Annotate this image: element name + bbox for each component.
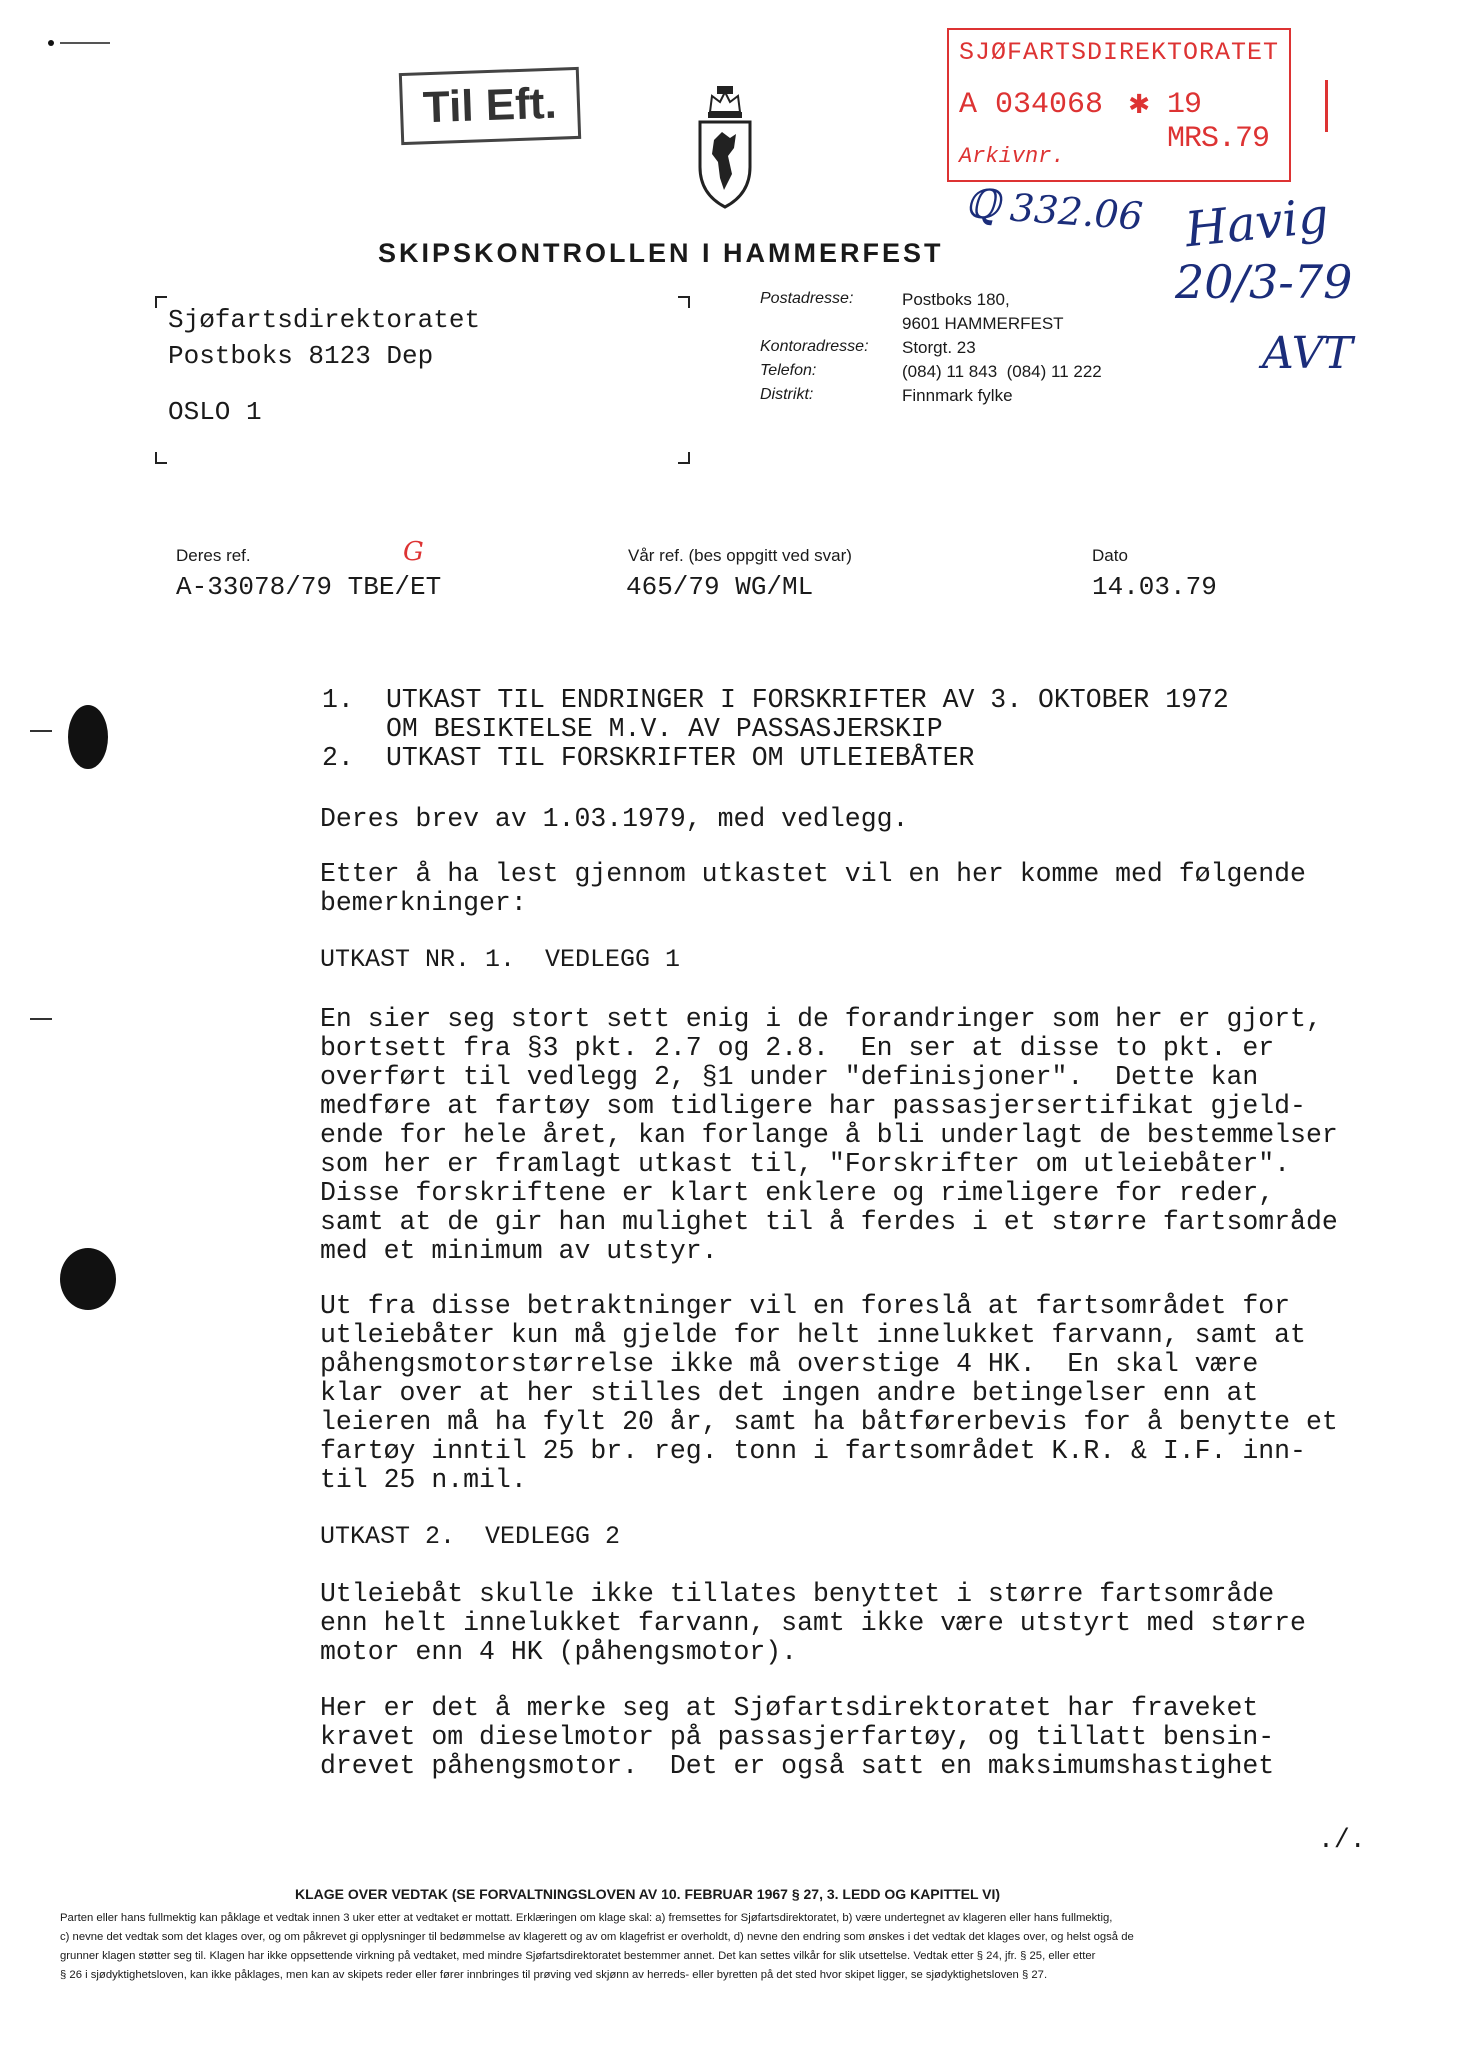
- footer-title: KLAGE OVER VEDTAK (SE FORVALTNINGSLOVEN AV 10. FEBRUAR 1967 § 27, 3. LEDD OG KAPITTEL VI): [295, 1886, 1001, 1902]
- scan-mark-line: [60, 42, 110, 44]
- body-paragraph: Deres brev av 1.03.1979, med vedlegg.: [320, 804, 909, 834]
- scan-mark: [48, 40, 54, 46]
- postadresse-line1: Postboks 180,: [902, 290, 1010, 309]
- recipient-line: Sjøfartsdirektoratet: [168, 305, 481, 335]
- coat-of-arms-icon: [690, 82, 760, 212]
- subject-number-2: 2.: [322, 743, 354, 773]
- punch-hole: [68, 705, 108, 769]
- postadresse-line2: 9601 HAMMERFEST: [902, 314, 1064, 333]
- postadresse-label: Postadresse:: [760, 290, 854, 307]
- distrikt-value: Finnmark fylke: [902, 386, 1013, 405]
- kontoradresse-value: Storgt. 23: [902, 338, 976, 357]
- address-corner: [155, 452, 167, 464]
- body-paragraph: Ut fra disse betraktninger vil en foreslå at fartsområdet for utleiebåter kun må gjelde for helt innelukket farvann, samt at påhengsmotorstørrelse ikke må overstige 4 HK. En skal være klar over at her stilles det ingen andre betingelser enn at leieren må ha fylt 20 år, samt ha båtførerbevis for å benytte et fartøy inntil 25 br. reg. tonn i fartsområdet K.R. & I.F. inn- til 25 n.mil.: [320, 1291, 1338, 1495]
- subject-number-1: 1.: [322, 685, 354, 715]
- subject-line-1a: UTKAST TIL ENDRINGER I FORSKRIFTER AV 3. OKTOBER 1972: [386, 685, 1229, 715]
- handwritten-date: 20/3-79: [1175, 255, 1353, 309]
- footer-line: § 26 i sjødyktighetsloven, kan ikke påklages, men kan av skipets reder eller fører innbringes til prøving ved skjønn av herreds- eller byretten på det sted hvor skipet ligger, se sjødyktighetsloven § 27.: [60, 1969, 1048, 1981]
- red-bracket: [1325, 80, 1328, 132]
- address-corner: [678, 296, 690, 308]
- registry-stamp: [947, 28, 1291, 182]
- section-heading: UTKAST NR. 1. VEDLEGG 1: [320, 945, 681, 974]
- deres-ref-value: A-33078/79 TBE/ET: [176, 572, 442, 602]
- var-ref-label: Vår ref. (bes oppgitt ved svar): [628, 546, 852, 565]
- recipient-line: OSLO 1: [168, 397, 262, 427]
- registry-stamp-number: A 034068: [959, 88, 1104, 122]
- handwritten-correction: G: [403, 537, 424, 567]
- subject-line-2: UTKAST TIL FORSKRIFTER OM UTLEIEBÅTER: [386, 743, 975, 773]
- footer-text: [60, 1909, 1134, 1985]
- address-corner: [678, 452, 690, 464]
- handwritten-name: Havig: [1182, 187, 1332, 259]
- organization-title: SKIPSKONTROLLEN I HAMMERFEST: [378, 238, 944, 268]
- margin-tick: [30, 730, 52, 732]
- punch-hole: [60, 1248, 116, 1310]
- body-paragraph: En sier seg stort sett enig i de forandringer som her er gjort, bortsett fra §3 pkt. 2.7 og 2.8. En ser at disse to pkt. er overført til vedlegg 2, §1 under "definisjoner". Dette kan medføre at fartøy som tidligere har passasjersertifikat gjeld- ende for hele året, kan forlange å bli underlagt de bestemmelser som her er framlagt utkast til, "Forskrifter om utleiebåter". Disse forskriftene er klart enklere og rimeligere for reder, samt at de gir han mulighet til å ferdes i et større fartsområde med et minimum av utstyr.: [320, 1004, 1338, 1266]
- telefon-value: (084) 11 843 (084) 11 222: [902, 362, 1102, 381]
- continued-mark: ./.: [1318, 1825, 1366, 1855]
- kontoradresse-label: Kontoradresse:: [760, 338, 869, 355]
- subject-line-1b: OM BESIKTELSE M.V. AV PASSASJERSKIP: [386, 714, 943, 744]
- footer-line: c) nevne det vedtak som det klages over, og om påkrevet gi opplysninger til bedømmelse av klagerett og av om klagefrist er overholdt, d) nevne den endring som ønskes i det vedtak det klages over, og helst også de: [60, 1931, 1134, 1943]
- telefon-label: Telefon:: [760, 362, 817, 379]
- deres-ref-label: Deres ref.: [176, 546, 251, 565]
- registry-stamp-star-icon: ✱: [1129, 86, 1150, 124]
- handwritten-ref: 332.06: [1008, 185, 1145, 239]
- handwritten-initials: AVT: [1262, 328, 1353, 379]
- body-paragraph: Her er det å merke seg at Sjøfartsdirektoratet har fraveket kravet om dieselmotor på passasjerfartøy, og tillatt bensin- drevet påhengsmotor. Det er også satt en maksimumshastighet: [320, 1693, 1275, 1781]
- distrikt-label: Distrikt:: [760, 386, 814, 403]
- body-paragraph: Utleiebåt skulle ikke tillates benyttet i større fartsområde enn helt innelukket farvann, samt ikke være utstyrt med større motor enn 4 HK (påhengsmotor).: [320, 1579, 1306, 1667]
- recipient-line: Postboks 8123 Dep: [168, 341, 434, 371]
- registry-stamp-org: SJØFARTSDIREKTORATET: [959, 38, 1280, 67]
- til-eft-stamp: Til Eft.: [399, 67, 581, 145]
- address-corner: [155, 296, 167, 308]
- dato-label: Dato: [1092, 546, 1128, 565]
- footer-line: Parten eller hans fullmektig kan påklage et vedtak innen 3 uker etter at vedtaket er mottatt. Erklæringen om klage skal: a) fremsettes for Sjøfartsdirektoratet, b) være undertegnet av klageren eller hans fullmektig,: [60, 1912, 1113, 1924]
- dato-value: 14.03.79: [1092, 572, 1217, 602]
- margin-tick: [30, 1018, 52, 1020]
- handwritten-ref-icon: ℚ: [965, 182, 1000, 228]
- var-ref-value: 465/79 WG/ML: [626, 572, 814, 602]
- registry-stamp-arkiv: Arkivnr.: [959, 144, 1065, 169]
- section-heading: UTKAST 2. VEDLEGG 2: [320, 1522, 621, 1551]
- body-paragraph: Etter å ha lest gjennom utkastet vil en her komme med følgende bemerkninger:: [320, 859, 1306, 918]
- footer-line: grunner klagen støtter seg til. Klagen har ikke oppsettende virkning på vedtaket, med mindre Sjøfartsdirektoratet bestemmer annet. Det kan settes vilkår for slik utsettelse. Vedtak etter § 24, jfr. § 25, eller etter: [60, 1950, 1096, 1962]
- recipient-address: [168, 302, 480, 430]
- registry-stamp-date: 19 MRS.79: [1167, 88, 1270, 156]
